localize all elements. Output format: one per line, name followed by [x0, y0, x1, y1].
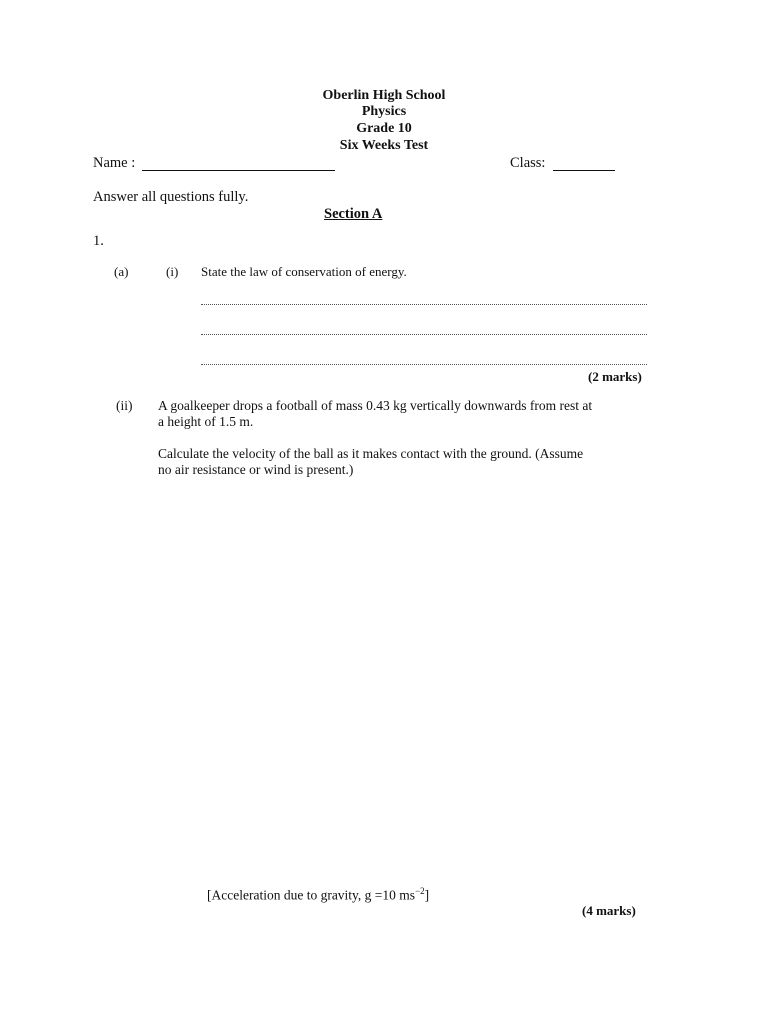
- test-title: Six Weeks Test: [339, 138, 429, 153]
- sub-i-label: (i): [166, 264, 179, 279]
- gravity-note-prefix: [Acceleration due to gravity, g =10 ms: [207, 887, 416, 903]
- sub-i-text: State the law of conservation of energy.: [201, 264, 407, 279]
- sub-ii-text-line1: A goalkeeper drops a football of mass 0.43 kg vertically downwards from rest at: [158, 398, 593, 413]
- section-title: Section A: [324, 206, 383, 222]
- instructions: Answer all questions fully.: [93, 189, 249, 205]
- sub-ii-calc-line1: Calculate the velocity of the ball as it makes contact with the ground. (Assume: [158, 446, 584, 461]
- sub-ii-text-line2: a height of 1.5 m.: [158, 414, 254, 429]
- gravity-note-suffix: ]: [424, 887, 430, 903]
- class-label: Class:: [510, 155, 546, 171]
- answer-line-1[interactable]: [201, 304, 647, 305]
- sub-ii-marks: (4 marks): [582, 903, 636, 918]
- name-field[interactable]: [142, 156, 335, 171]
- gravity-note: [207, 886, 429, 904]
- gravity-note-exponent: −2: [415, 886, 425, 896]
- part-a-label: (a): [114, 264, 129, 279]
- class-field[interactable]: [553, 156, 615, 171]
- sub-ii-calc-line2: no air resistance or wind is present.): [158, 462, 354, 477]
- sub-i-marks: (2 marks): [588, 369, 642, 384]
- name-label: Name :: [93, 155, 136, 171]
- school-name: Oberlin High School: [322, 88, 446, 103]
- sub-ii-label: (ii): [116, 398, 133, 413]
- answer-line-2[interactable]: [201, 334, 647, 335]
- answer-line-3[interactable]: [201, 364, 647, 365]
- subject-title: Physics: [361, 104, 407, 119]
- grade-title: Grade 10: [356, 121, 412, 136]
- question-number: 1.: [93, 233, 104, 249]
